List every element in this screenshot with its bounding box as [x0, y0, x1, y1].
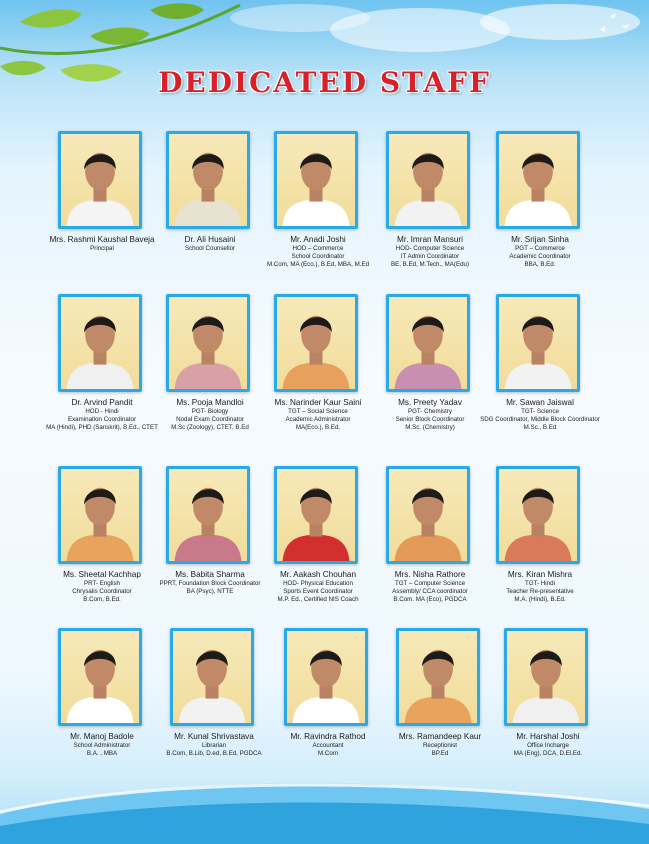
staff-photo	[274, 131, 358, 229]
staff-name: Mrs. Nisha Rathore	[394, 570, 466, 579]
portrait-shoulders	[405, 697, 472, 723]
staff-photo	[58, 294, 142, 392]
portrait-shoulders	[67, 697, 134, 723]
portrait-shoulders	[395, 200, 462, 226]
portrait-shoulders	[175, 200, 242, 226]
staff-name: Mr. Aakash Chouhan	[279, 570, 356, 579]
staff-detail: M.Sc (Zoology), CTET, B.Ed	[171, 424, 249, 431]
staff-photo	[386, 466, 470, 564]
staff-detail: M.Sc., B.Ed	[523, 424, 557, 431]
staff-detail: Examination Coordinator	[67, 416, 137, 423]
portrait-shoulders	[513, 697, 580, 723]
staff-detail: Senior Block Coordinator	[395, 416, 465, 423]
staff-detail: Accountant	[312, 742, 344, 749]
staff-photo	[58, 628, 142, 726]
staff-photo	[284, 628, 368, 726]
staff-detail: TGT – Computer Science	[394, 580, 466, 587]
staff-photo	[166, 131, 250, 229]
staff-photo	[170, 628, 254, 726]
staff-detail: TGT- Hindi	[525, 580, 555, 587]
staff-photo	[396, 628, 480, 726]
portrait-shoulders	[67, 535, 134, 561]
bottom-wave-decoration	[0, 754, 649, 844]
portrait-silhouette	[389, 134, 467, 226]
staff-name: Mr. Harshal Joshi	[516, 732, 580, 741]
staff-detail: MA (Eng), DCA, D.El.Ed.	[513, 750, 583, 757]
portrait-shoulders	[293, 697, 360, 723]
staff-detail: BBA, B.Ed.	[524, 261, 556, 268]
staff-name: Mrs. Kiran Mishra	[507, 570, 573, 579]
portrait-shoulders	[505, 200, 572, 226]
portrait-silhouette	[61, 631, 139, 723]
staff-detail: HOD – Commerce	[292, 245, 344, 252]
portrait-silhouette	[507, 631, 585, 723]
portrait-silhouette	[277, 469, 355, 561]
staff-detail: TGT – Social Science	[288, 408, 348, 415]
staff-detail: HOD - Hindi	[85, 408, 119, 415]
staff-detail: B.Com. MA (Eco), PGDCA	[393, 596, 467, 603]
portrait-silhouette	[61, 134, 139, 226]
portrait-silhouette	[169, 134, 247, 226]
staff-detail: M.Com	[318, 750, 338, 757]
staff-detail: TGT- Science	[521, 408, 559, 415]
staff-detail: M.P. Ed., Certified NIS Coach	[277, 596, 359, 603]
staff-name: Dr. Arvind Pandit	[71, 398, 133, 407]
portrait-silhouette	[169, 297, 247, 389]
staff-detail: Librarian	[201, 742, 227, 749]
staff-detail: M.A. (Hindi), B.Ed.	[514, 596, 566, 603]
staff-detail: SDG Coordinator, Middle Block Coordinator	[480, 416, 600, 423]
staff-photo	[504, 628, 588, 726]
portrait-silhouette	[389, 469, 467, 561]
staff-detail: BA (Psyc), NTTE	[186, 588, 234, 595]
staff-name: Mr. Imran Mansuri	[397, 235, 463, 244]
staff-detail: Academic Administrator	[285, 416, 351, 423]
staff-detail: BP.Ed	[431, 750, 449, 757]
staff-name: Dr. Ali Husaini	[184, 235, 236, 244]
staff-detail: Nodal Exam Coordinator	[176, 416, 244, 423]
staff-photo	[496, 131, 580, 229]
staff-name: Ms. Pooja Mandloi	[176, 398, 244, 407]
page-title: DEDICATED STAFF	[158, 66, 491, 99]
portrait-silhouette	[399, 631, 477, 723]
portrait-shoulders	[283, 200, 350, 226]
portrait-shoulders	[505, 363, 572, 389]
portrait-silhouette	[499, 134, 577, 226]
staff-detail: School Counsellor	[184, 245, 236, 252]
staff-name: Ms. Babita Sharma	[175, 570, 245, 579]
portrait-silhouette	[169, 469, 247, 561]
portrait-shoulders	[395, 363, 462, 389]
staff-detail: BE, B.Ed, M.Tech., MA(Edu)	[390, 261, 470, 268]
portrait-silhouette	[277, 297, 355, 389]
staff-photo	[58, 131, 142, 229]
staff-detail: B.A. , MBA	[86, 750, 118, 757]
staff-photo	[166, 294, 250, 392]
staff-detail: HOD- Computer Science	[395, 245, 465, 252]
staff-name: Ms. Sheetal Kachhap	[63, 570, 141, 579]
staff-name: Mr. Sawan Jaiswal	[506, 398, 574, 407]
staff-name: Ms. Preety Yadav	[398, 398, 462, 407]
staff-name: Mr. Ravindra Rathod	[290, 732, 366, 741]
staff-name: Mr. Anadi Joshi	[290, 235, 346, 244]
portrait-shoulders	[67, 200, 134, 226]
portrait-silhouette	[173, 631, 251, 723]
staff-detail: School Coordinator	[291, 253, 345, 260]
staff-photo	[496, 466, 580, 564]
staff-detail: MA (Hindi), PHD (Sanskrit), B.Ed., CTET	[46, 424, 158, 431]
portrait-silhouette	[499, 297, 577, 389]
portrait-shoulders	[175, 363, 242, 389]
staff-detail: PGT- Chemistry	[407, 408, 452, 415]
staff-detail: Sports Event Coordinator	[283, 588, 353, 595]
portrait-silhouette	[287, 631, 365, 723]
staff-detail: School Administrator	[73, 742, 131, 749]
staff-detail: M.Com, MA (Eco.), B.Ed, MBA, M.Ed	[266, 261, 370, 268]
staff-photo	[274, 294, 358, 392]
staff-photo	[58, 466, 142, 564]
staff-detail: HOD- Physical Education	[283, 580, 353, 587]
staff-detail: Office Incharge	[527, 742, 569, 749]
portrait-shoulders	[395, 535, 462, 561]
portrait-silhouette	[389, 297, 467, 389]
staff-name: Mr. Manoj Badole	[70, 732, 134, 741]
staff-name: Mr. Srijan Sinha	[511, 235, 569, 244]
staff-detail: Teacher Re-presentative	[506, 588, 574, 595]
staff-detail: Chrysalis Coordinator	[72, 588, 132, 595]
portrait-shoulders	[179, 697, 246, 723]
portrait-silhouette	[61, 297, 139, 389]
staff-detail: PGT – Commerce	[515, 245, 565, 252]
portrait-silhouette	[61, 469, 139, 561]
staff-detail: M.Sc. (Chemistry)	[405, 424, 455, 431]
staff-photo	[166, 466, 250, 564]
staff-detail: Principal	[90, 245, 114, 252]
staff-name: Mr. Kunal Shrivastava	[174, 732, 254, 741]
staff-name: Ms. Narinder Kaur Saini	[274, 398, 362, 407]
portrait-silhouette	[277, 134, 355, 226]
staff-detail: Academic Coordinator	[509, 253, 571, 260]
staff-photo	[496, 294, 580, 392]
staff-photo	[274, 466, 358, 564]
staff-detail: PPRT, Foundation Block Coordinator	[159, 580, 261, 587]
portrait-shoulders	[283, 363, 350, 389]
staff-detail: IT Admin Coordinator	[400, 253, 460, 260]
staff-name: Mrs. Ramandeep Kaur	[398, 732, 482, 741]
portrait-shoulders	[505, 535, 572, 561]
staff-detail: B.Com, B.Ed.	[83, 596, 121, 603]
portrait-shoulders	[67, 363, 134, 389]
staff-photo	[386, 131, 470, 229]
staff-detail: PGT- Biology	[191, 408, 229, 415]
staff-name: Mrs. Rashmi Kaushal Baveja	[49, 235, 155, 244]
staff-detail: PRT- English	[84, 580, 120, 587]
staff-photo	[386, 294, 470, 392]
portrait-shoulders	[283, 535, 350, 561]
staff-detail: MA(Eco.), B.Ed.	[295, 424, 341, 431]
portrait-shoulders	[175, 535, 242, 561]
staff-detail: Assembly/ CCA coordinator	[392, 588, 468, 595]
staff-detail: B.Com, B.Lib, D.ed, B.Ed, PGDCA	[166, 750, 262, 757]
staff-detail: Receptionist	[422, 742, 458, 749]
portrait-silhouette	[499, 469, 577, 561]
